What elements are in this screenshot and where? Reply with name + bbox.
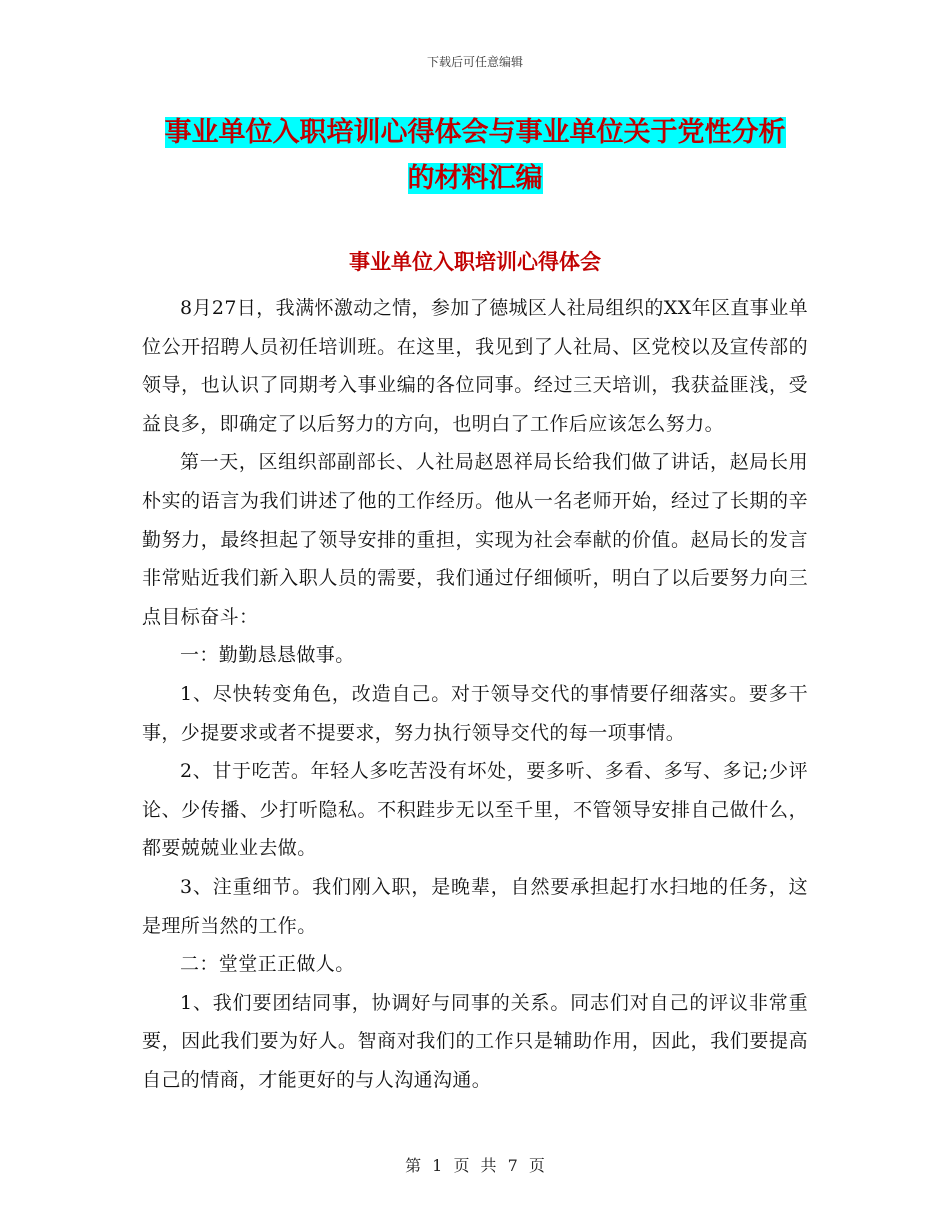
document-title: [140, 110, 810, 202]
paragraph: 第一天，区组织部副部长、人社局赵恩祥局长给我们做了讲话，赵局长用朴实的语言为我们讲述了他的工作经历。他从一名老师开始，经过了长期的辛勤努力，最终担起了领导安排的重担，实现为社会奉献的价值。赵局长的发言非常贴近我们新入职人员的需要，我们通过仔细倾听，明白了以后要努力向三点目标奋斗：: [142, 451, 808, 628]
paragraph: 1、我们要团结同事，协调好与同事的关系。同志们对自己的评议非常重要，因此我们要为好人。智商对我们的工作只是辅助作用，因此，我们要提高自己的情商，才能更好的与人沟通沟通。: [142, 991, 808, 1091]
title-line-1: 事业单位入职培训心得体会与事业单位关于党性分析: [164, 117, 786, 148]
paragraph: 2、甘于吃苦。年轻人多吃苦没有坏处，要多听、多看、多写、多记;少评论、少传播、少打听隐私。不积跬步无以至千里，不管领导安排自己做什么，都要兢兢业业去做。: [142, 760, 808, 860]
paragraph: 二：堂堂正正做人。: [180, 953, 355, 976]
paragraph: 一：勤勤恳恳做事。: [180, 644, 355, 667]
document-body: [142, 289, 808, 1099]
paragraph: 8月27日，我满怀激动之情，参加了德城区人社局组织的XX年区直事业单位公开招聘人员初任培训班。在这里，我见到了人社局、区党校以及宣传部的领导，也认识了同期考入事业编的各位同事。经过三天培训，我获益匪浅，受益良多，即确定了以后努力的方向，也明白了工作后应该怎么努力。: [142, 297, 808, 435]
title-line-2: 的材料汇编: [407, 163, 543, 194]
paragraph: 3、注重细节。我们刚入职，是晚辈，自然要承担起打水扫地的任务，这是理所当然的工作。: [142, 875, 808, 937]
page-footer: 第 1 页 共 7 页: [405, 1156, 545, 1175]
paragraph: 1、尽快转变角色，改造自己。对于领导交代的事情要仔细落实。要多干事，少提要求或者不提要求，努力执行领导交代的每一项事情。: [142, 682, 808, 744]
header-note: 下载后可任意编辑: [426, 55, 523, 69]
section-title: 事业单位入职培训心得体会: [349, 250, 601, 274]
